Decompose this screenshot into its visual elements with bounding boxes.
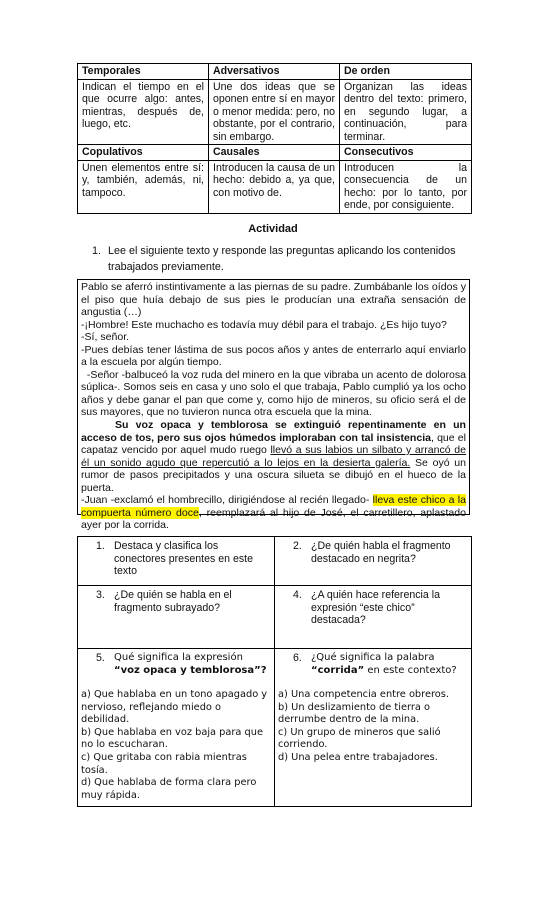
- desc-causales: Introducen la causa de un hecho: debido a, ya que, con motivo de.: [209, 160, 340, 213]
- reading-paragraph: -¡Hombre! Este muchacho es todavía muy débil para el trabajo. ¿Es hijo tuyo?: [81, 318, 447, 331]
- table-row: [78, 79, 472, 145]
- option-d: d) Que hablaba de forma clara pero muy rápida.: [81, 777, 257, 801]
- option-a: a) Que hablaba en un tono apagado y nervioso, reflejando miedo o debilidad.: [81, 689, 268, 726]
- table-row: [78, 145, 472, 161]
- underlined-fragment: llevó a sus labios un silbato y arrancó de él un sonido agudo que repercutió a lo lejos en la desierta galería.: [81, 444, 467, 469]
- table-row: [78, 160, 472, 213]
- question-1: [78, 537, 275, 586]
- bold-text: “voz opaca y temblorosa”?: [114, 664, 267, 676]
- instruction-number: 1.: [92, 245, 102, 257]
- option-a: a) Una competencia entre obreros.: [278, 689, 450, 700]
- text-run: , reemplazará al hijo de José, el carretillero, aplastado ayer por la corrida.: [81, 506, 466, 532]
- table-row: [78, 586, 472, 649]
- question-number: 6.: [293, 652, 302, 664]
- text-run: Se oyó un rumor de pasos precipitados y una oscura silueta se dibujó en el hueco de la puerta.: [81, 456, 466, 494]
- header-causales: Causales: [209, 145, 340, 161]
- reading-text-box: [77, 279, 470, 532]
- desc-consecutivos: Introducen la consecuencia de un hecho: por lo tanto, por ende, por consiguiente.: [340, 160, 472, 213]
- table-row: [78, 64, 472, 80]
- desc-temporales: Indican el tiempo en el que ocurre algo: antes, mientras, después de, luego, etc.: [78, 79, 209, 145]
- connectors-table: [77, 63, 472, 214]
- question-2: [275, 537, 472, 586]
- option-c: c) Un grupo de mineros que salió corriendo.: [278, 726, 441, 751]
- reading-paragraph: -Pues debías tener lástima de sus pocos años y antes de enterrarlo aquí enviarlo a la escuela por algún tiempo.: [81, 343, 466, 369]
- highlighted-fragment: lleva este chico a la compuerta número doce: [81, 494, 466, 519]
- text-run: , que el capataz vencido por aquel mudo ruego: [81, 431, 466, 457]
- reading-paragraph: [81, 494, 466, 532]
- question-number: 4.: [293, 589, 302, 601]
- text-run: ¿Qué significa la palabra: [311, 652, 435, 663]
- question-text: [311, 652, 465, 677]
- header-de-orden: De orden: [340, 64, 472, 80]
- question-4: [275, 586, 472, 649]
- option-d: d) Una pelea entre trabajadores.: [278, 751, 438, 763]
- table-row: [78, 537, 472, 586]
- question-6: [275, 649, 472, 807]
- option-c: c) Que gritaba con rabia mientras tosía.: [81, 751, 247, 776]
- option-b: b) Un deslizamiento de tierra o derrumbe dentro de la mina.: [278, 701, 430, 726]
- instruction-text: Lee el siguiente texto y responde las preguntas aplicando los contenidos trabajados previamente.: [108, 245, 456, 273]
- bold-text: “corrida”: [311, 664, 365, 676]
- desc-de-orden: Organizan las ideas dentro del texto: primero, en segundo lugar, a continuación, para terminar.: [340, 79, 472, 145]
- questions-table: [77, 536, 472, 807]
- reading-paragraph: Pablo se aferró instintivamente a las piernas de su padre. Zumbábanle los oídos y el piso que huía debajo de sus pies le producían una extraña sensación de angustia (…): [81, 281, 466, 319]
- header-copulativos: Copulativos: [78, 145, 209, 161]
- text-run: en este contexto?: [364, 664, 457, 676]
- bold-fragment: Su voz opaca y temblorosa se extinguió repentinamente en un acceso de tos, pero sus ojos húmedos imploraban con tal insistencia: [81, 419, 466, 444]
- header-consecutivos: Consecutivos: [340, 145, 472, 161]
- instruction: [92, 243, 462, 275]
- reading-paragraph: [81, 419, 466, 494]
- question-text: ¿De quién habla el fragmento destacado en negrita?: [311, 540, 451, 565]
- options-list: [78, 677, 274, 802]
- option-b: b) Que hablaba en voz baja para que no lo escucharan.: [81, 726, 263, 751]
- question-number: 5.: [96, 652, 105, 664]
- question-text: ¿De quién se habla en el fragmento subrayado?: [114, 589, 232, 614]
- text-run: Qué significa la expresión: [114, 652, 243, 663]
- question-text: Destaca y clasifica los conectores presentes en este texto: [114, 540, 253, 577]
- question-text: ¿A quién hace referencia la expresión “este chico” destacada?: [311, 589, 440, 626]
- desc-copulativos: Unen elementos entre sí: y, también, además, ni, tampoco.: [78, 160, 209, 213]
- question-3: [78, 586, 275, 649]
- header-temporales: Temporales: [78, 64, 209, 80]
- text-run: -Juan -exclamó el hombrecillo, dirigiéndose al recién llegado-: [81, 494, 373, 507]
- question-text: [114, 652, 268, 677]
- question-number: 2.: [293, 540, 302, 552]
- header-adversativos: Adversativos: [209, 64, 340, 80]
- options-list: [275, 677, 471, 765]
- table-row: [78, 649, 472, 807]
- activity-title: Actividad: [248, 223, 298, 235]
- desc-adversativos: Une dos ideas que se oponen entre sí en mayor o menor medida: pero, no obstante, por el contrario, sin embargo.: [209, 79, 340, 145]
- reading-paragraph: -Sí, señor.: [81, 331, 130, 344]
- reading-paragraph: -Señor -balbuceó la voz ruda del minero en la que vibraba un acento de dolorosa súplica-. Somos seis en casa y uno solo el que trabaja, Pablo cumplió ya los ocho años y debe ganar el pan que come y, como hijo de mineros, su oficio será el de sus mayores, que no tuvieron nunca otra escuela que la mina.: [81, 368, 469, 419]
- question-number: 3.: [96, 589, 105, 601]
- question-5: [78, 649, 275, 807]
- question-number: 1.: [96, 540, 105, 552]
